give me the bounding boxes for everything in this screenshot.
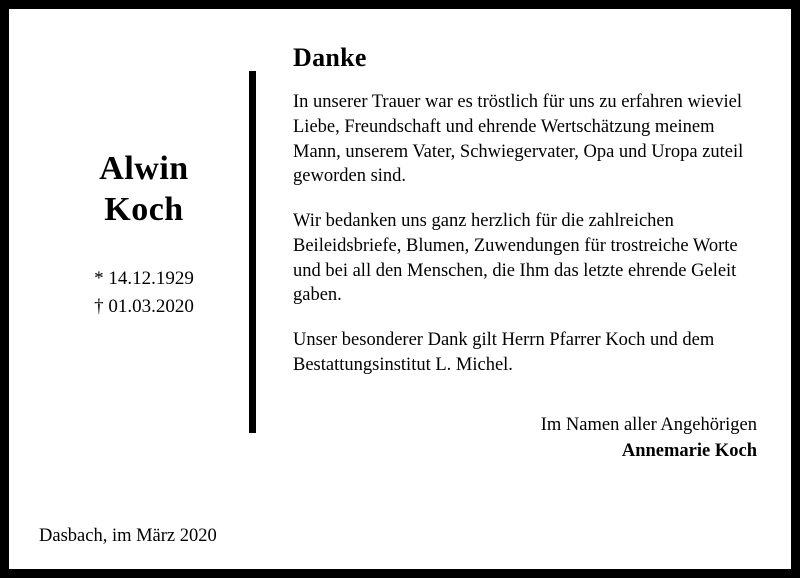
closing-line: Im Namen aller Angehörigen — [540, 414, 757, 435]
deceased-first-name: Alwin — [99, 150, 189, 187]
message-heading: Danke — [293, 43, 367, 72]
deceased-name — [39, 148, 249, 231]
deceased-dates — [39, 265, 249, 322]
message-paragraph-1: In unserer Trauer war es tröstlich für uns zu erfahren wieviel Liebe, Freundschaft und ehrende Wertschätzung meinem Mann, unserem Vater, Schwiegervater, Opa und Uropa zuteil geworden sind. — [293, 92, 744, 187]
notice-inner — [9, 9, 791, 569]
message-block — [256, 43, 761, 464]
death-date: † 01.03.2020 — [94, 296, 194, 318]
birth-date: * 14.12.1929 — [94, 267, 194, 289]
deceased-last-name: Koch — [104, 191, 184, 229]
vertical-divider — [249, 71, 256, 433]
signer-name: Annemarie Koch — [621, 441, 757, 462]
message-paragraph-3: Unser besonderer Dank gilt Herrn Pfarrer Koch und dem Bestattungsinstitut L. Michel. — [293, 330, 715, 376]
message-paragraph-2: Wir bedanken uns ganz herzlich für die zahlreichen Beileidsbriefe, Blumen, Zuwendungen für trostreiche Worte und bei all den Menschen, die Ihm das letzte ehrende Geleit gaben. — [293, 211, 738, 306]
notice-columns — [39, 43, 761, 473]
closing-block — [293, 412, 761, 465]
deceased-block — [39, 43, 249, 322]
place-and-date: Dasbach, im März 2020 — [39, 526, 217, 546]
